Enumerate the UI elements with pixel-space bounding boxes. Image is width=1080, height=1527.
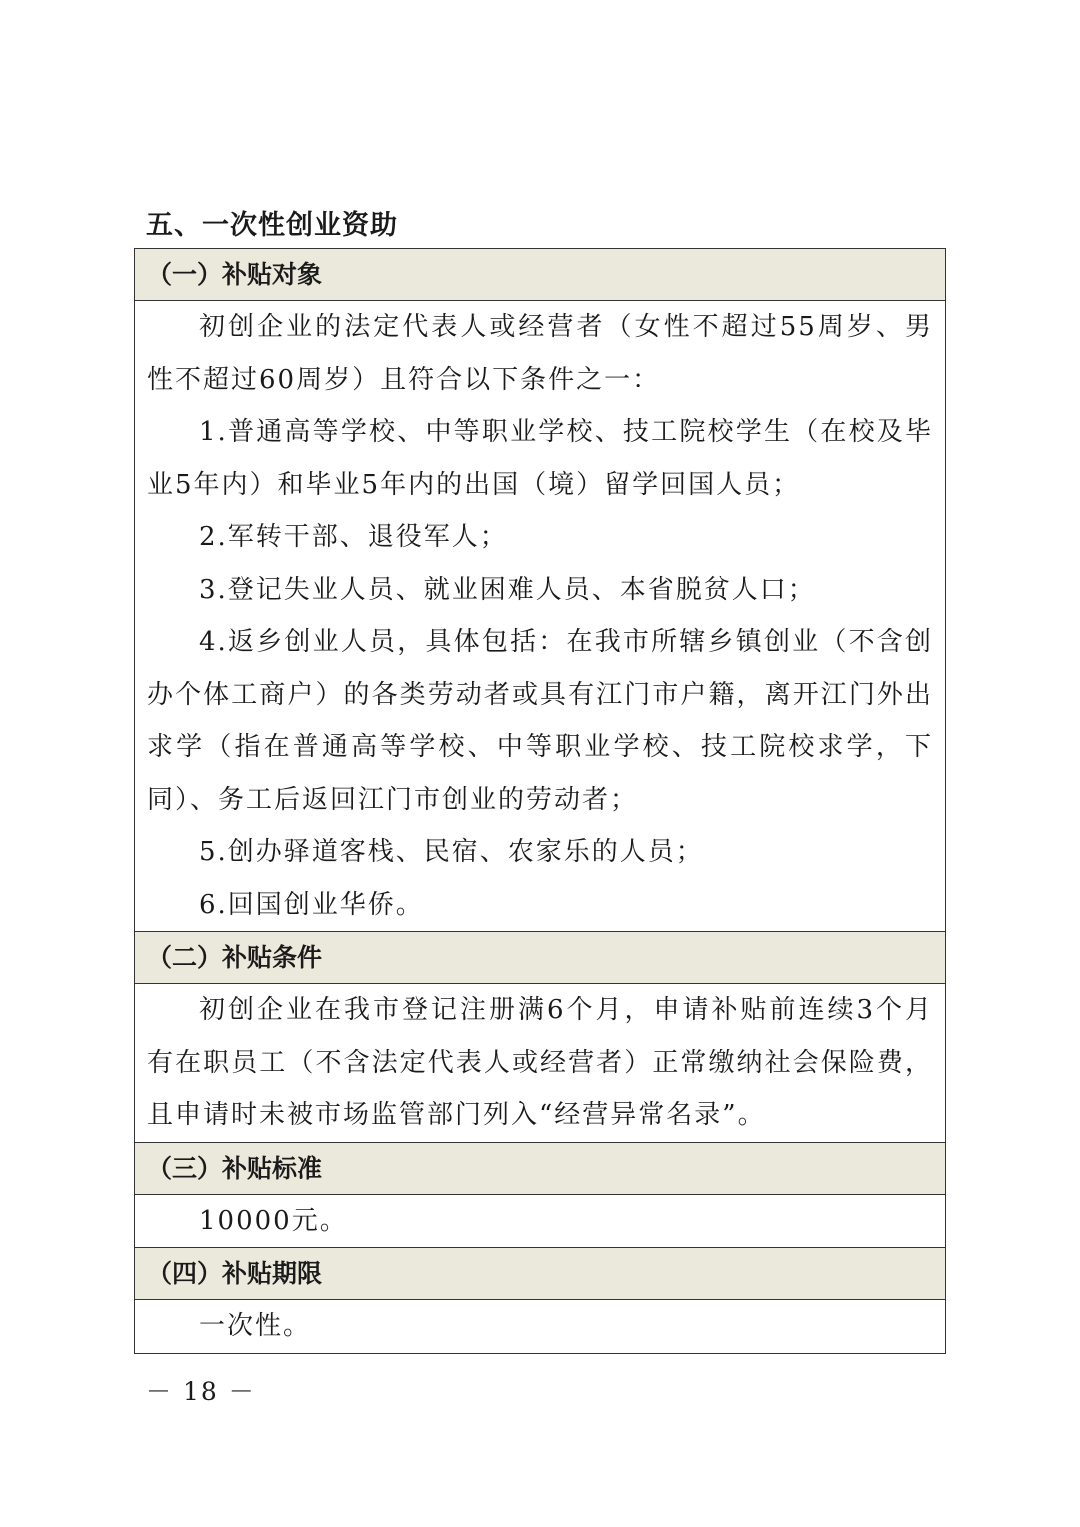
section-body-subsidy-conditions [135,984,945,1143]
list-item: 2.军转干部、退役军人； [199,522,508,552]
list-item: 4.返乡创业人员，具体包括：在我市所辖乡镇创业（不含创办个体工商户）的各类劳动者或具有江门市户籍，离开江门外出求学（指在普通高等学校、中等职业学校、技工院校求学，下同）、务工后返回江门市创业的劳动者； [147,627,933,815]
section-header-subsidy-target: （一）补贴对象 [135,249,945,301]
paragraph: 初创企业在我市登记注册满6个月，申请补贴前连续3个月有在职员工（不含法定代表人或经营者）正常缴纳社会保险费，且申请时未被市场监管部门列入“经营异常名录”。 [147,995,933,1130]
section-body-subsidy-standard [135,1195,945,1249]
list-item: 1.普通高等学校、中等职业学校、技工院校学生（在校及毕业5年内）和毕业5年内的出国（境）留学回国人员； [147,417,933,500]
paragraph: 初创企业的法定代表人或经营者（女性不超过55周岁、男性不超过60周岁）且符合以下条件之一： [147,312,933,395]
subsidy-table [134,248,946,1354]
list-item: 5.创办驿道客栈、民宿、农家乐的人员； [199,837,704,867]
paragraph: 一次性。 [199,1311,312,1341]
section-header-subsidy-conditions: （二）补贴条件 [135,932,945,984]
list-item: 3.登记失业人员、就业困难人员、本省脱贫人口； [199,574,816,605]
section-body-subsidy-target [135,301,945,932]
section-body-subsidy-period [135,1300,945,1353]
list-item: 6.回国创业华侨。 [199,889,424,920]
page-number: － 18 － [146,1377,256,1406]
section-header-subsidy-period: （四）补贴期限 [135,1248,945,1300]
section-header-subsidy-standard: （三）补贴标准 [135,1143,945,1195]
page-title: 五、一次性创业资助 [146,210,398,241]
paragraph: 10000元。 [199,1205,348,1236]
